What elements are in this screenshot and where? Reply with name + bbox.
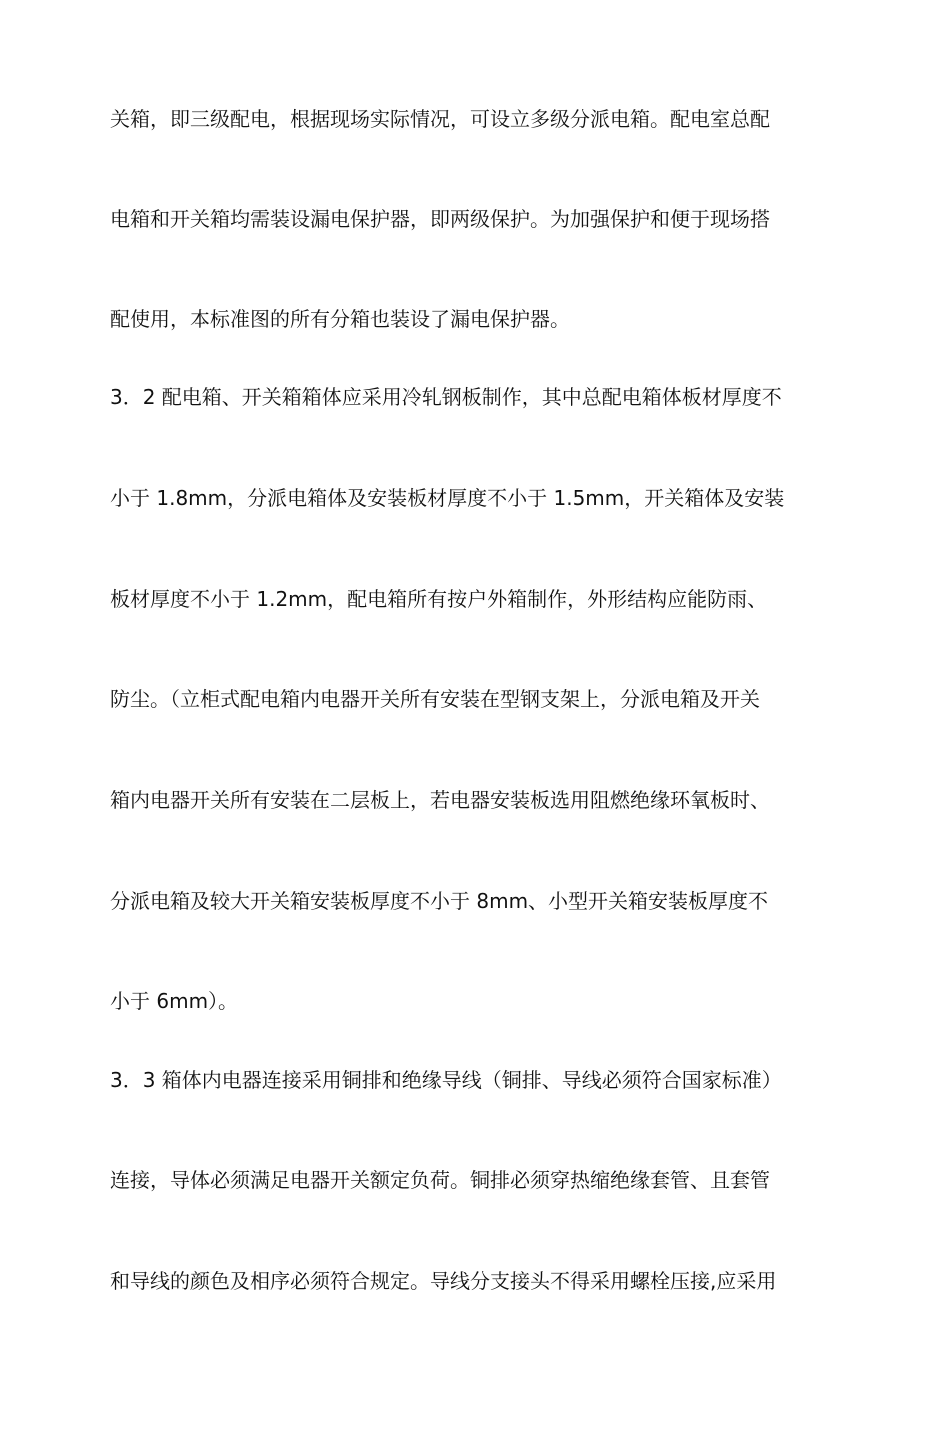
text-line: 防尘。（立柜式配电箱内电器开关所有安装在型钢支架上，分派电箱及开关 xyxy=(110,687,760,711)
section-3-3-heading-line: 3．3 箱体内电器连接采用铜排和绝缘导线（铜排、导线必须符合国家标准） xyxy=(110,1068,782,1092)
text-line: 分派电箱及较大开关箱安装板厚度不小于 8mm、小型开关箱安装板厚度不 xyxy=(110,889,769,913)
section-3-2-heading-line: 3．2 配电箱、开关箱箱体应采用冷轧钢板制作，其中总配电箱体板材厚度不 xyxy=(110,385,782,409)
text-line: 箱内电器开关所有安装在二层板上，若电器安装板选用阻燃绝缘环氧板时、 xyxy=(110,788,770,812)
text-line: 关箱，即三级配电，根据现场实际情况，可设立多级分派电箱。配电室总配 xyxy=(110,107,770,131)
text-line: 板材厚度不小于 1.2mm，配电箱所有按户外箱制作，外形结构应能防雨、 xyxy=(110,587,768,611)
text-line: 小于 1.8mm，分派电箱体及安装板材厚度不小于 1.5mm，开关箱体及安装 xyxy=(110,486,785,510)
text-line: 连接，导体必须满足电器开关额定负荷。铜排必须穿热缩绝缘套管、且套管 xyxy=(110,1168,770,1192)
text-line: 和导线的颜色及相序必须符合规定。导线分支接头不得采用螺栓压接,应采用 xyxy=(110,1269,777,1293)
text-line: 电箱和开关箱均需装设漏电保护器，即两级保护。为加强保护和便于现场搭 xyxy=(110,207,770,231)
text-line: 小于 6mm）。 xyxy=(110,989,239,1013)
text-line: 配使用，本标准图的所有分箱也装设了漏电保护器。 xyxy=(110,307,570,331)
